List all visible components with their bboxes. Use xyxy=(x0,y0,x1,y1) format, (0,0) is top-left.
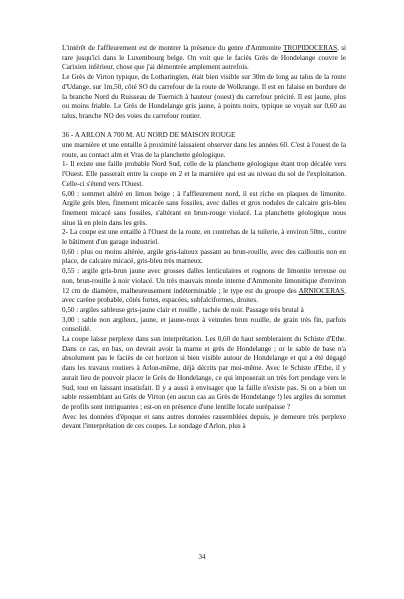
section-heading: 36 - A ARLON A 700 M. AU NORD DE MAISON ROUGE xyxy=(62,131,236,140)
paragraph-interpretation: La coupe laisse perplexe dans son interprétation. Les 0,60 de haut sembleraient du Schiste d'Ethe. Dans ce cas, en bas, on devrait avoir la marne et grès de Hondelange ; or le sable de base n'a absolument pas le faciès de cet horizon si bien visible autour de Hondelange et qui a été dégagé dans les travaux routiers à Arlon-même, déjà décrits par moi-même. Avec le Schiste d'Ethe, il y aurait lieu de pouvoir placer le Grès de Hondelange, ce qui imposerait un très fort pendage vers le Sud, tout en laissant insatisfait. Il y a aussi à envisager que la faille n'existe pas. Si on a bien un sable ressemblant au Grès de Virton (en aucun cas au Grès de Hondelange !) les argiles du sommet de profils sont intriguantes ; est-on en présence d'une lentille locale surépaisse ? xyxy=(62,335,346,411)
paragraph-gres-de-virton: Le Grès de Virton typique, du Lotharingien, était bien visible sur 30m de long au talus de la route d'Udange, sur 1m,50, côté SO du carrefour de la route de Wolkrange. Il est en falaise en bordure de la branche Nord du Ruisseau de Toernich à hauteur (ouest) du carrefour précité. Il est jaune, plus ou moins friable. Le Grès de Hondelange gris jaune, à points noirs, typique se voyait sur 0,60 au talus, branche NO des voies du carrefour routier. xyxy=(62,73,346,120)
page-body xyxy=(62,44,346,432)
item-1-fault: 1- Il existe une faille probable Nord Sud, celle de la planchette géologique étant trop décalée vers l'Ouest. Elle passerait entre la coupe en 2 et la marnière qui est au niveau du sol de l'exploitation. Celle-ci s'étend vers l'Ouest. xyxy=(62,160,346,188)
layer-0-55 xyxy=(62,267,346,306)
paragraph-text: L'intérêt de l'affleurement est de montrer la présence du genre d'Ammonite xyxy=(62,44,284,52)
layer-0-60: 0,60 : plus ou moins altérée, argile gris-laiteux passant au brun-rouille, avec des cailloutis non en place, de calcaire micacé, gris-bleu très marneux. xyxy=(62,247,346,266)
layer-6-00: 6,00 : sommet altéré en limon beige ; à l'affleurement nord, il est riche en plaques de limonite. Argile grès bleu, finement micacée sans fossiles, avec dalles et gros nodules de calcaire gris-bleu finement micacé sans fossiles, s'altérant en brun-rouge violacé. La planchette géologique nous situe là en plein dans les grès. xyxy=(62,189,346,227)
genus-name-arnioceras: ARNIOCERAS xyxy=(298,286,345,295)
paragraph-intro: une marnière et une entaille à proximité laissaient observer dans les années 60. C'est à l'ouest de la route, au contact alm et Vras de la planchette géologique. xyxy=(62,141,346,159)
paragraph-tropidoceras xyxy=(62,44,346,73)
paragraph-text: 0,55 : argile gris-brun jaune avec grosses dalles lenticulaires et rognons de limonite terreuse ou non, brun-rouille à noir violacé. Un très mauvais moule interne d'Ammonite limonitique d'environ 12 cm de diamètre, malheureusement indéterminable ; le type est du groupe des xyxy=(62,267,346,295)
layer-3-00: 3,00 : sable non argileux, jaune, et jaune-roux à veinules brun rouille, de grain très fin, parfois consolidé. xyxy=(62,315,346,334)
layer-0-50: 0,50 : argiles sableuse gris-jaune clair et rouille , tachée de noir. Passage très brutal à xyxy=(62,305,304,314)
paragraph-text: , si rare jusqu'ici dans le Luxembourg belge. On voit que le faciès Grès de Hondelange couvre le Carixien inférieur, chose que j'ai démontrée amplement autrefois. xyxy=(62,44,346,72)
genus-name-tropidoceras: TROPIDOCERAS xyxy=(283,44,338,52)
page-number: 34 xyxy=(198,553,206,561)
paragraph-conclusion: Avec les données d'époque et sans autres données rassemblées depuis, je demeure très perplexe devant l'interprétation de ces coupes. Le sondage d'Arlon, plus à xyxy=(62,412,346,431)
paragraph-text: , avec carène probable, côtés fortes, espacées, subfalciformes, droites. xyxy=(62,286,346,305)
item-2-cut: 2- La coupe est une entaille à l'Ouest de la route, en contrebas de la tuilerie, à environ 50m., contre le bâtiment d'un garage industriel. xyxy=(62,228,346,247)
paragraph-gap xyxy=(62,122,346,132)
